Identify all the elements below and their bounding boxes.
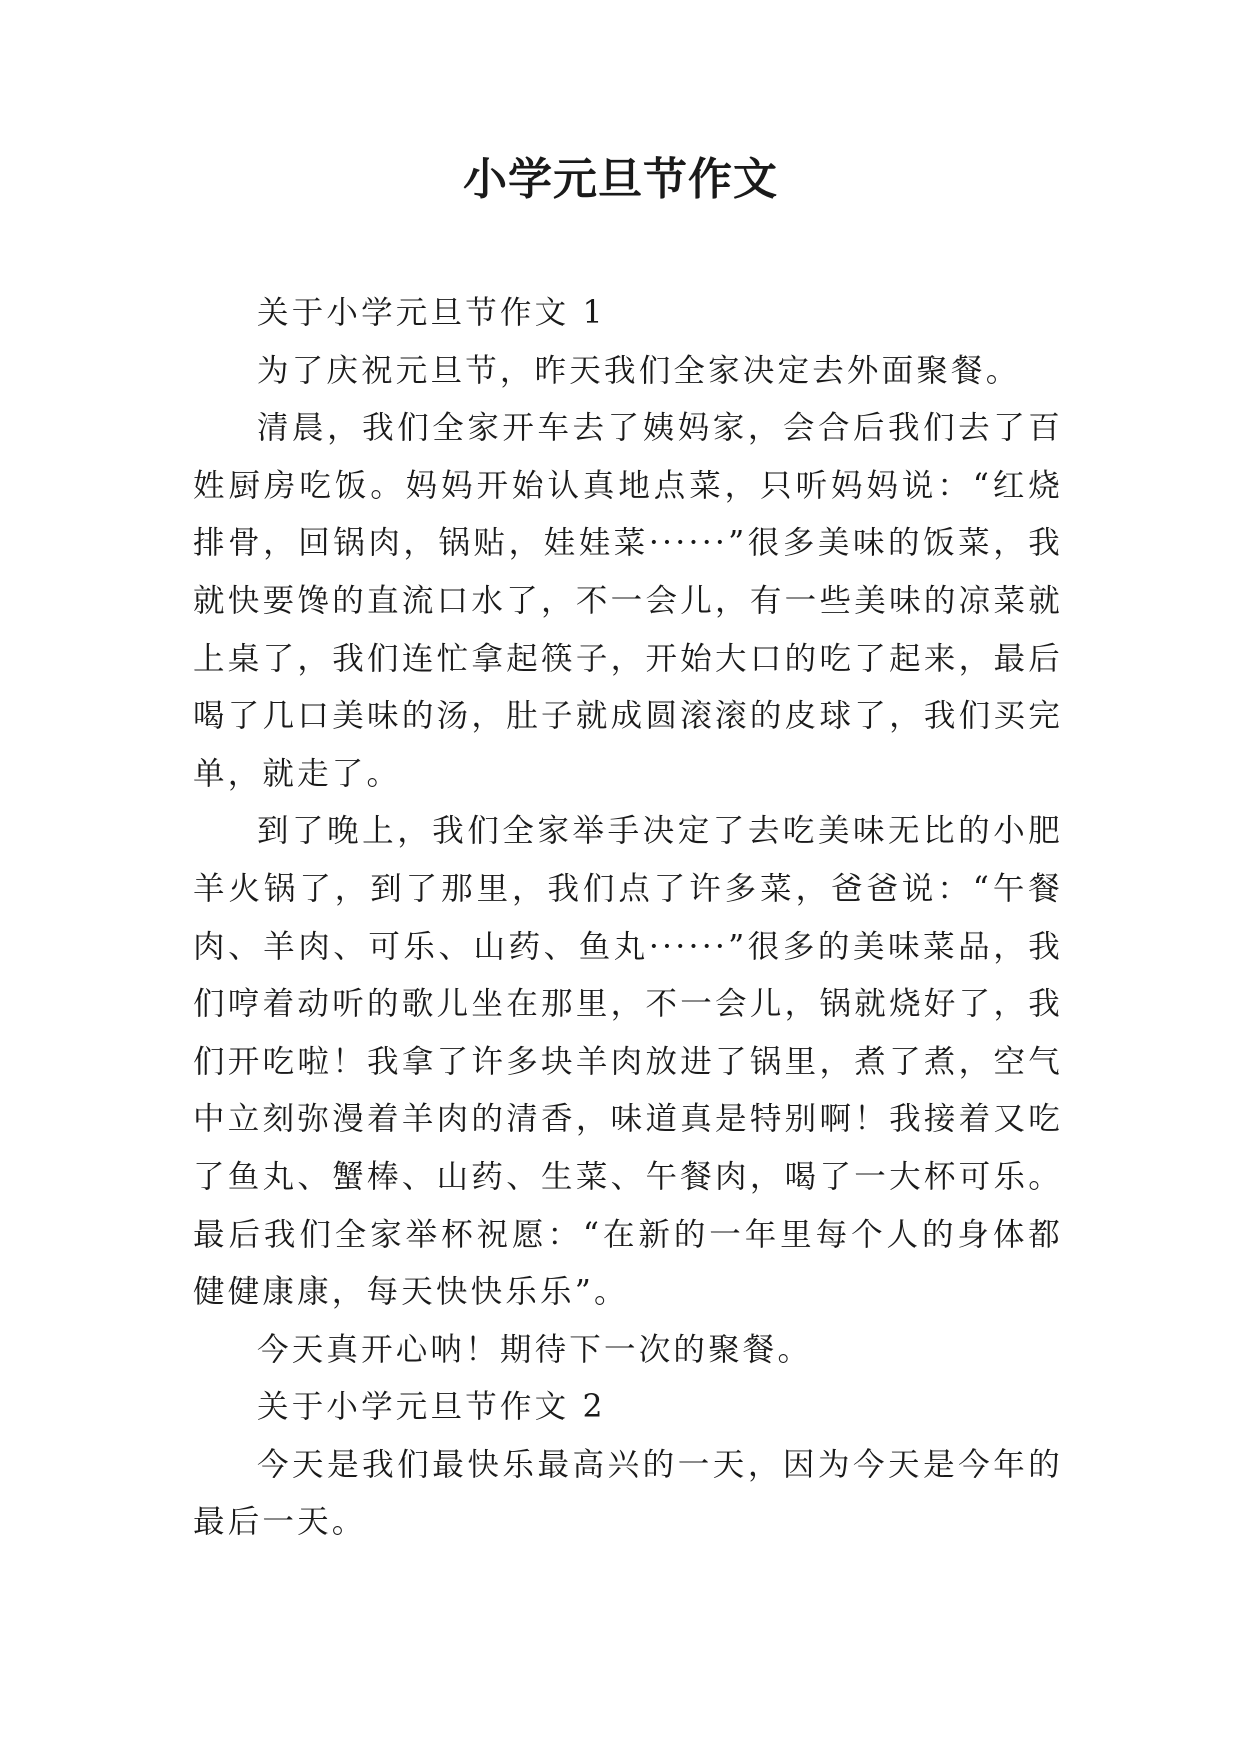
essay-heading-2: 关于小学元旦节作文 2 (257, 1389, 606, 1426)
paragraph: 今天是我们最快乐最高兴的一天，因为今天是今年的最后一天。 (193, 1446, 1063, 1541)
essay-heading-1: 关于小学元旦节作文 1 (257, 295, 606, 331)
page-title: 小学元旦节作文 (463, 154, 778, 205)
paragraph: 今天真开心呐！期待下一次的聚餐。 (257, 1331, 813, 1368)
paragraph: 到了晚上，我们全家举手决定了去吃美味无比的小肥羊火锅了，到了那里，我们点了许多菜，爸爸说：“午餐肉、羊肉、可乐、山药、鱼丸······”很多的美味菜品，我们哼着动听的歌儿坐在那里，不一会儿，锅就烧好了，我们开吃啦！我拿了许多块羊肉放进了锅里，煮了煮，空气中立刻弥漫着羊肉的清香，味道真是特别啊！我接着又吃了鱼丸、蟹棒、山药、生菜、午餐肉，喝了一大杯可乐。最后我们全家举杯祝愿：“在新的一年里每个人的身体都健健康康，每天快快乐乐”。 (193, 813, 1063, 1311)
document-body (193, 285, 1063, 1552)
paragraph: 清晨，我们全家开车去了姨妈家，会合后我们去了百姓厨房吃饭。妈妈开始认真地点菜，只听妈妈说：“红烧排骨，回锅肉，锅贴，娃娃菜······”很多美味的饭菜，我就快要馋的直流口水了，不一会儿，有一些美味的凉菜就上桌了，我们连忙拿起筷子，开始大口的吃了起来，最后喝了几口美味的汤，肚子就成圆滚滚的皮球了，我们买完单，就走了。 (193, 410, 1063, 792)
paragraph: 为了庆祝元旦节，昨天我们全家决定去外面聚餐。 (257, 352, 1021, 389)
